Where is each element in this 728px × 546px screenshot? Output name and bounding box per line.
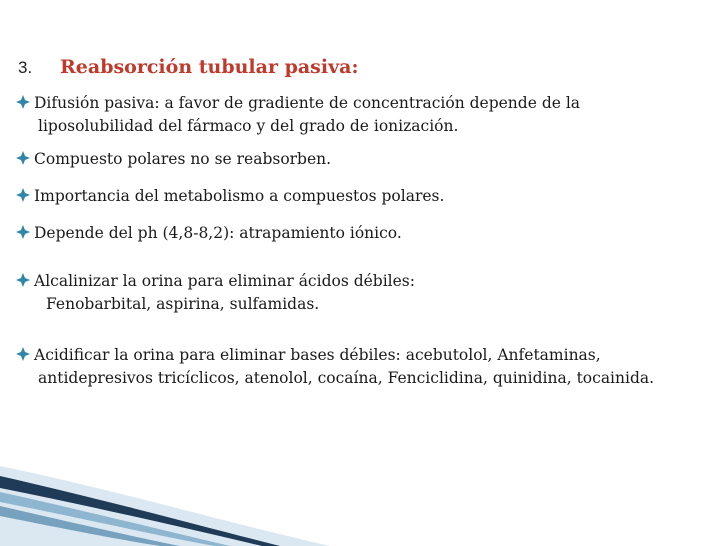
bullet-text: Difusión pasiva: a favor de gradiente de concentración depende de la (34, 94, 581, 112)
slide-heading (18, 56, 358, 78)
bullet-text: Compuesto polares no se reabsorben. (34, 150, 332, 168)
bullet-text-continuation: liposolubilidad del fármaco y del grado de ionización. (38, 117, 459, 135)
bullet-item-1 (16, 92, 580, 138)
bullet-item-6 (16, 344, 654, 390)
diamond-bullet-icon (16, 347, 30, 361)
heading-number: 3. (18, 58, 33, 77)
diamond-bullet-icon (16, 95, 30, 109)
bullet-text-continuation: Fenobarbital, aspirina, sulfamidas. (46, 295, 320, 313)
bullet-text: Importancia del metabolismo a compuestos polares. (34, 187, 445, 205)
bullet-text: Alcalinizar la orina para eliminar ácidos débiles: (34, 272, 415, 290)
diamond-bullet-icon (16, 151, 30, 165)
decorative-swoosh (0, 446, 728, 546)
bullet-text-continuation: antidepresivos tricíclicos, atenolol, cocaína, Fenciclidina, quinidina, tocainida. (38, 369, 655, 387)
bullet-item-5 (16, 270, 415, 316)
bullet-text: Acidificar la orina para eliminar bases débiles: acebutolol, Anfetaminas, (34, 346, 601, 364)
heading-title: Reabsorción tubular pasiva: (60, 56, 359, 78)
bullet-item-2 (16, 148, 331, 171)
diamond-bullet-icon (16, 188, 30, 202)
bullet-text: Depende del ph (4,8-8,2): atrapamiento iónico. (34, 224, 402, 242)
diamond-bullet-icon (16, 225, 30, 239)
bullet-item-3 (16, 185, 444, 208)
diamond-bullet-icon (16, 273, 30, 287)
bullet-item-4 (16, 222, 402, 245)
